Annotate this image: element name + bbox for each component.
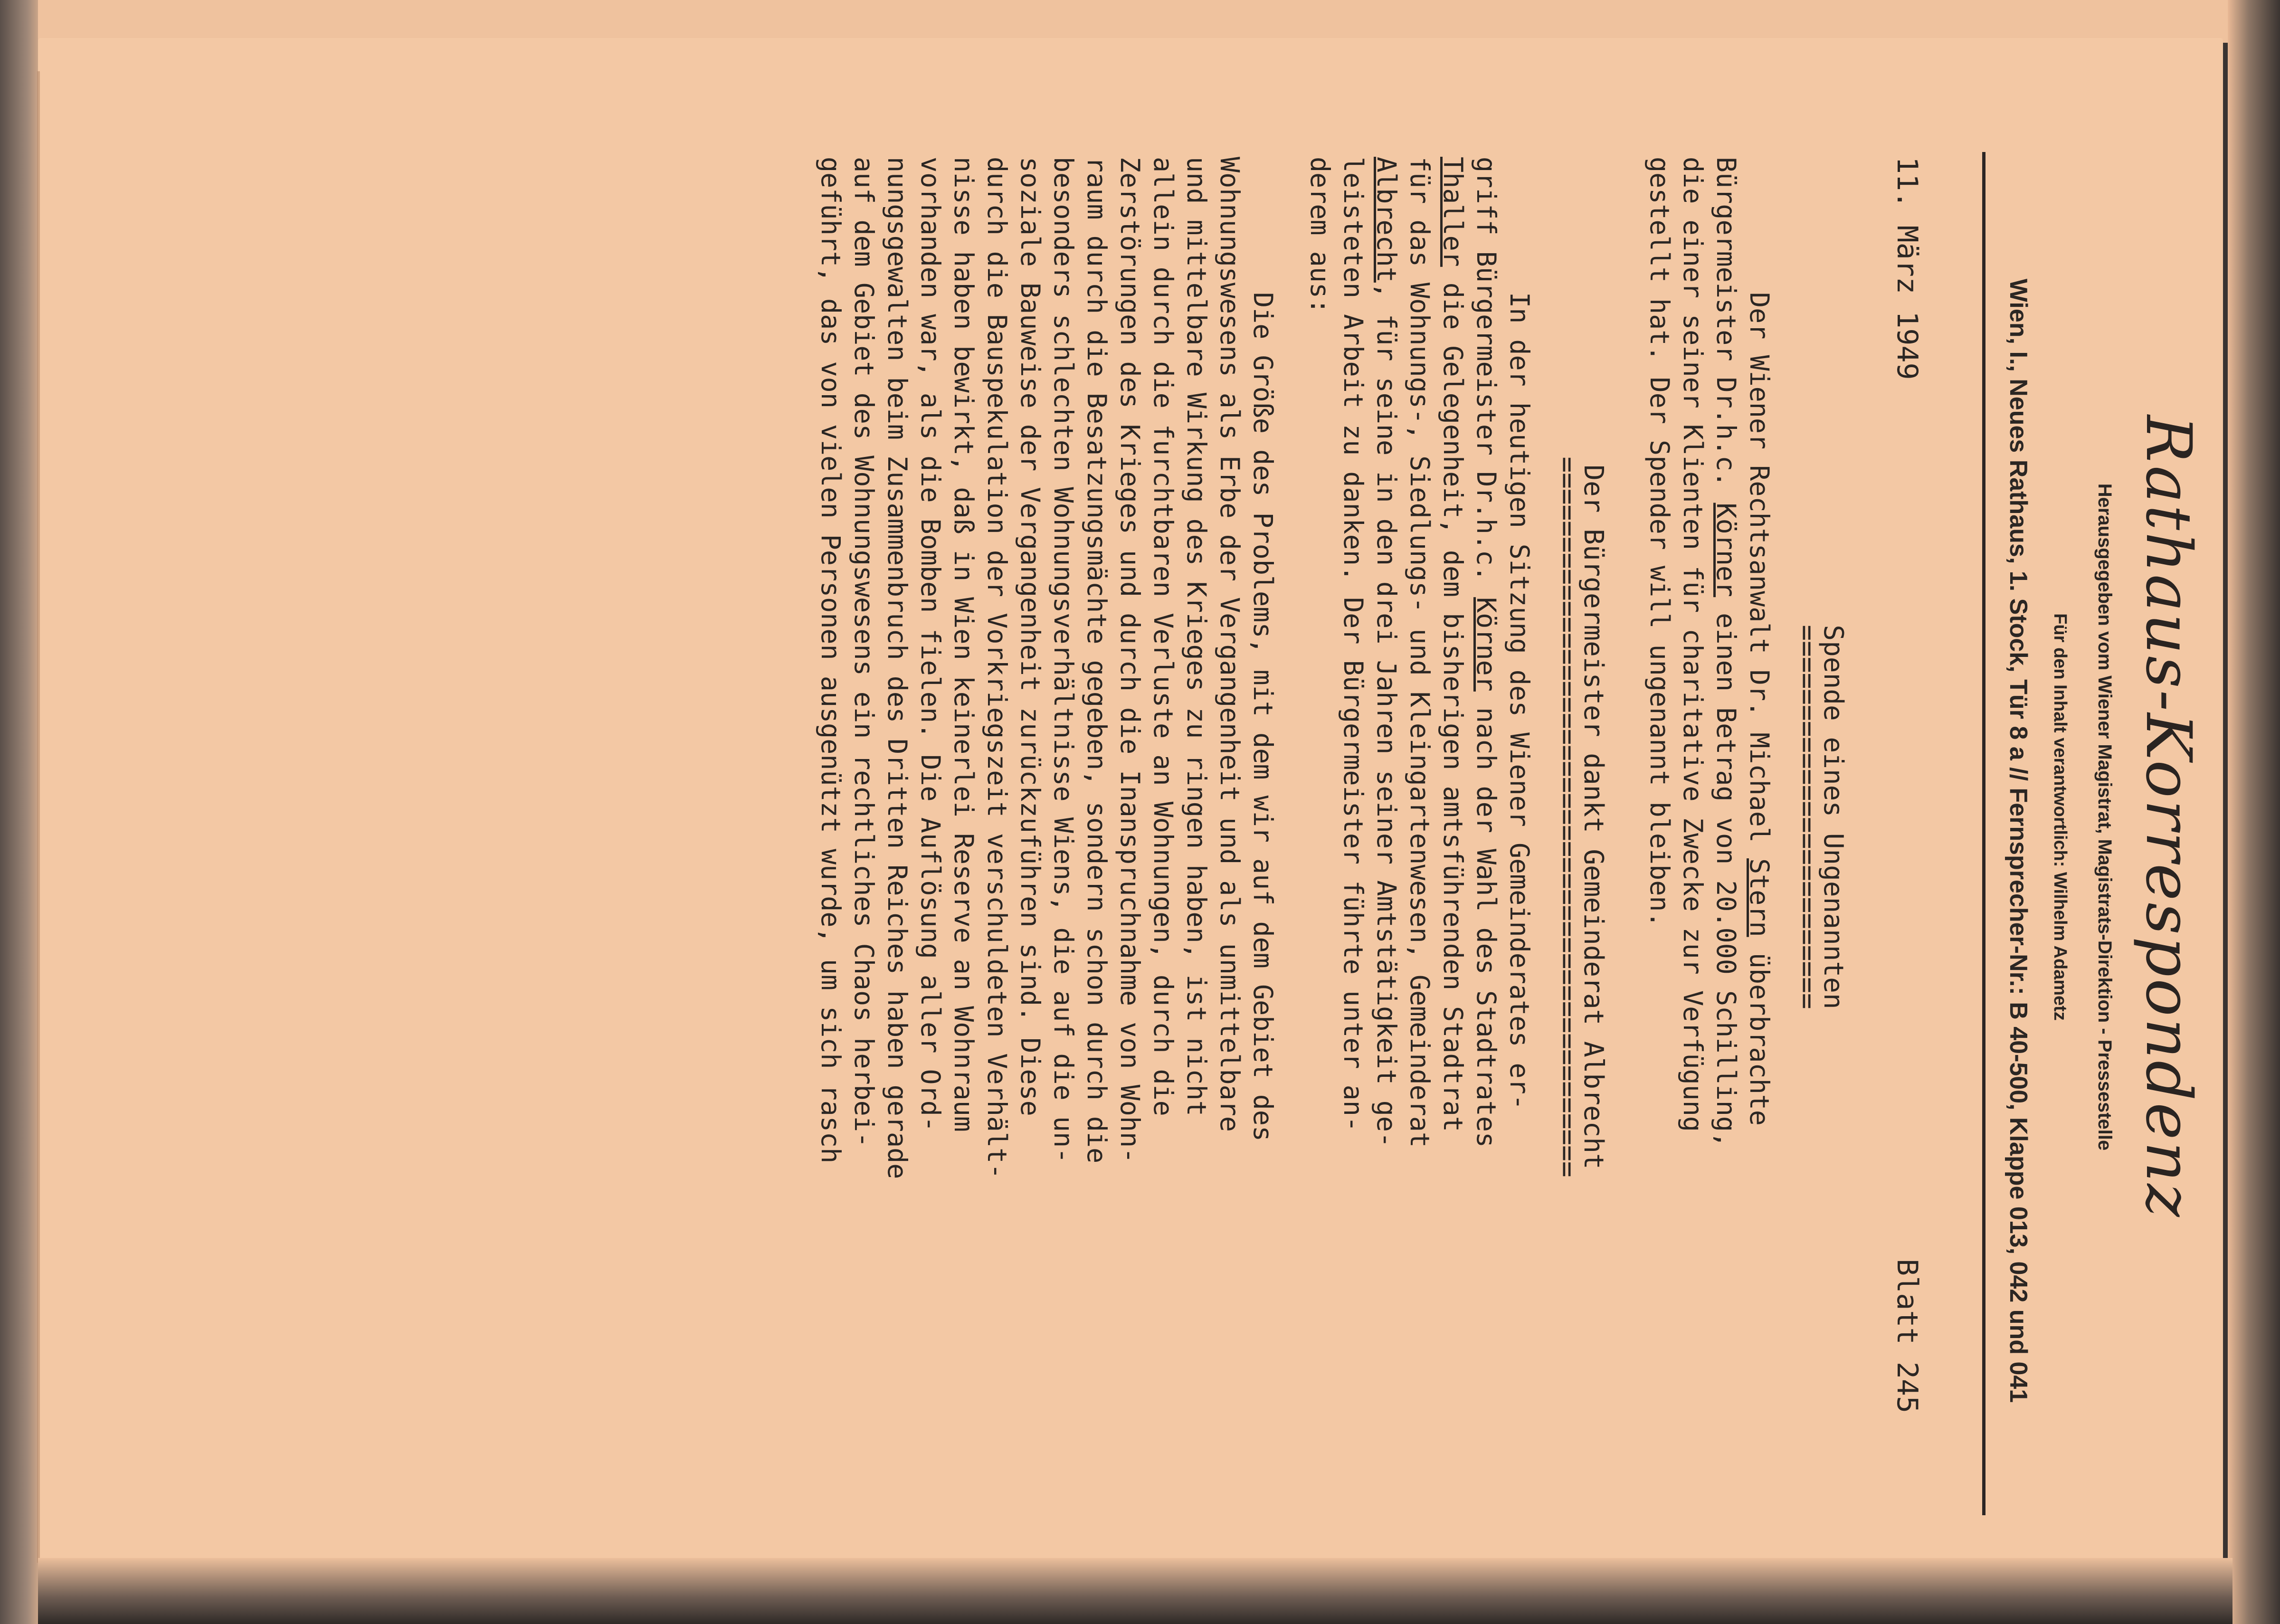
article-2-p2-line-14: geführt, das von vielen Personen ausgenützt wurde, um sich rasch [816, 157, 846, 1164]
name-thaller: Thaller [1438, 157, 1468, 267]
page-edge-bottom [38, 1558, 2232, 1624]
masthead-title: Rathaus-Korrespondenz [2132, 415, 2205, 1219]
article-1-line-2: Bürgermeister Dr.h.c. Körner einen Betrag von 20.000 Schilling, [1711, 157, 1741, 1148]
article-2-p2-line-6: raum durch die Besatzungsmächte gegeben, sondern schon durch die [1082, 157, 1112, 1164]
rotated-typewritten-sheet [24, 81, 2209, 1553]
issue-date: 11. März 1949 [1890, 157, 1924, 380]
responsible-editor-line: Für den Inhalt verantwortlich: Wilhelm Adametz [2050, 613, 2070, 1021]
article-2-headline: Der Bürgermeister dankt Gemeinderat Albrecht [1578, 465, 1609, 1169]
article-2-p2-line-9: durch die Bauspekulation der Vorkriegszeit verschuldeten Verhält- [982, 157, 1012, 1179]
masthead-rule [1982, 152, 1986, 1515]
address-line: Wien, I., Neues Rathaus, 1. Stock, Tür 8 a // Fernsprecher-Nr.: B 40-500, Klappe 013, 042 und 041 [2004, 278, 2032, 1403]
name-stern: Stern [1744, 858, 1775, 937]
name-koerner-2: Körner [1471, 597, 1501, 692]
article-1-line-4: gestellt hat. Der Spender will ungenannt bleiben. [1644, 157, 1675, 928]
article-1-headline-underline: ======================== [1792, 625, 1823, 1009]
article-2-p2-line-10: nisse haben bewirkt, daß in Wien keinerlei Reserve an Wohnraum [949, 157, 979, 1132]
previous-page-edge [38, 0, 2232, 43]
article-2-p2-line-1: Die Größe des Problems, mit dem wir auf dem Gebiet des [1248, 292, 1278, 1142]
article-2-p2-line-7: besonders schlechten Wohnungsverhältnisse Wiens, die auf die un- [1048, 157, 1079, 1164]
article-2-headline-underline: ============================================= [1552, 456, 1583, 1178]
publisher-line: Herausgegeben vom Wiener Magistrat, Magistrats-Direktion - Pressestelle [2094, 483, 2115, 1151]
sheet-number: Blatt 245 [1890, 1259, 1924, 1414]
article-2-p1-line-7: derem aus: [1305, 157, 1335, 314]
article-2-p1-line-3: Thaller die Gelegenheit, dem bisherigen amtsführenden Stadtrat [1438, 157, 1468, 1132]
article-2-p2-line-8: soziale Bauweise der Vergangenheit zurückzuführen sind. Diese [1015, 157, 1045, 1116]
article-2-p1-line-6: leisteten Arbeit zu danken. Der Bürgermeister führte unter an- [1338, 157, 1368, 1132]
article-2-p2-line-12: nungsgewalten beim Zusammenbruch des Dritten Reiches haben gerade [882, 157, 912, 1179]
name-albrecht: Albrecht [1371, 157, 1402, 283]
article-2-p2-line-4: allein durch die furchtbaren Verluste an Wohnungen, durch die [1148, 157, 1178, 1116]
article-2-p2-line-2: Wohnungswesens als Erbe der Vergangenheit und als unmittelbare [1215, 157, 1245, 1132]
article-2-p2-line-11: vorhanden war, als die Bomben fielen. Die Auflösung aller Ord- [915, 157, 946, 1132]
article-2-p1-line-2: griff Bürgermeister Dr.h.c. Körner nach der Wahl des Stadtrates [1471, 157, 1501, 1148]
article-2-p1-line-1: In der heutigen Sitzung des Wiener Gemeinderates er- [1504, 292, 1535, 1110]
article-2-p1-line-4: für das Wohnungs-, Siedlungs- und Kleingartenwesen, Gemeinderat [1405, 157, 1435, 1148]
article-2-p2-line-3: und mittelbare Wirkung des Krieges zu ringen haben, ist nicht [1181, 157, 1212, 1116]
page-edge-right [2228, 0, 2280, 1624]
article-1-headline: Spende eines Ungenannten [1818, 625, 1849, 1009]
article-1-line-3: die einer seiner Klienten für charitative Zwecke zur Verfügung [1678, 157, 1708, 1132]
article-2-p1-line-5: Albrecht, für seine in den drei Jahren seiner Amtstätigkeit ge- [1371, 157, 1402, 1148]
name-koerner: Körner [1711, 503, 1741, 598]
article-2-p2-line-5: Zerstörungen des Krieges und durch die Inanspruchnahme von Wohn- [1115, 157, 1145, 1164]
article-1-line-1: Der Wiener Rechtsanwalt Dr. Michael Stern überbrachte [1744, 292, 1775, 1126]
article-2-p2-line-13: auf dem Gebiet des Wohnungswesens ein rechtliches Chaos herbei- [849, 157, 879, 1148]
